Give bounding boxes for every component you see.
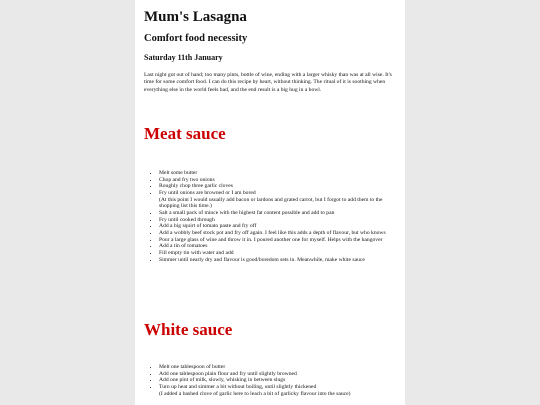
list-item: • Salt a small pack of mince with the highest fat content possible and add to pan — [159, 210, 387, 217]
white-sauce-steps — [144, 364, 387, 397]
article-page — [135, 0, 405, 405]
list-item — [159, 384, 387, 397]
list-item-text: Turn up heat and simmer a bit without boiling, until slightly thickened — [159, 383, 317, 390]
list-item: • Melt some butter — [159, 170, 387, 177]
page-title: Mum's Lasagna — [144, 9, 247, 25]
list-item: • Add a big squirt of tomato paste and fry off — [159, 223, 387, 230]
list-item: • Melt one tablespoon of butter — [159, 364, 387, 371]
list-item: • Add one pint of milk, slowly, whisking in between slugs — [159, 377, 387, 384]
list-item: • Fill empty tin with water and add — [159, 250, 387, 257]
list-item: • Pour a large glass of wine and throw it in. I poured another one for myself. Helps with the hangover — [159, 237, 387, 244]
list-item: • Roughly chop three garlic cloves — [159, 183, 387, 190]
list-item: • Add one tablespoon plain flour and fry until slightly browned — [159, 371, 387, 378]
intro-paragraph: Last night got out of hand; too many pints, bottle of wine, ending with a larger whisky than was at all wise. It's time for some comfort food. I can do this recipe by heart, without thinking. The ritual of it is soothing when everything else in the world feels bad, and the end result is a big hug in a bowl. — [144, 72, 392, 93]
list-item: • Fry until cooked through — [159, 217, 387, 224]
white-sauce-heading: White sauce — [144, 320, 233, 339]
page-subtitle: Comfort food necessity — [144, 33, 248, 44]
list-item: • Simmer until nearly dry and flavour is good/boredom sets in. Meanwhile, make white sauce — [159, 257, 387, 264]
list-item-note: (I added a bashed clove of garlic here to leach a bit of garlicky flavour into the sauce) — [159, 390, 351, 397]
meat-sauce-heading: Meat sauce — [144, 124, 226, 143]
post-date: Saturday 11th January — [144, 53, 223, 62]
meat-sauce-steps — [144, 170, 387, 263]
list-item: • Add a wobbly beef stock pot and fry off again. I feel like this adds a depth of flavour, but who knows — [159, 230, 387, 237]
list-item — [159, 190, 387, 210]
list-item-text: Fry until onions are browned or I am bored — [159, 189, 256, 196]
list-item-note: (At this point I would usually add bacon or lardons and grated carrot, but I forgot to add them to the shopping list this time.) — [159, 196, 383, 210]
list-item: • Add a tin of tomatoes — [159, 243, 387, 250]
list-item: • Chop and fry two onions — [159, 177, 387, 184]
